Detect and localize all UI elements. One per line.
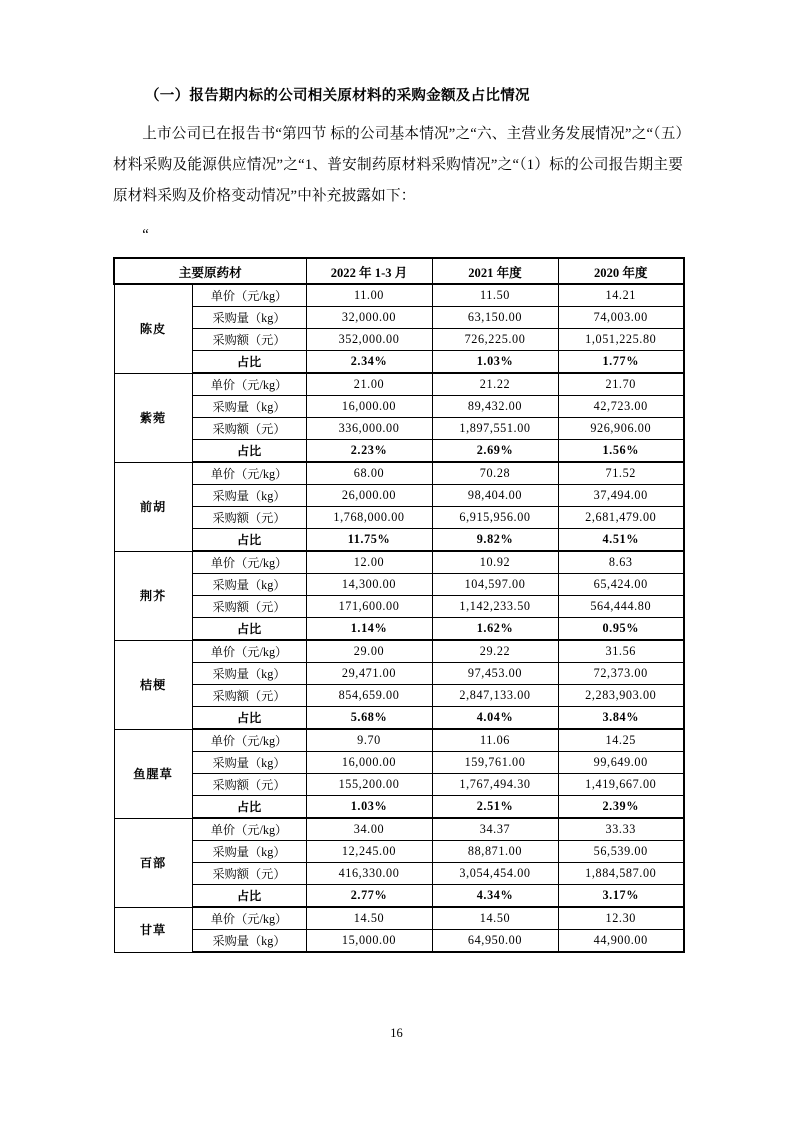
quote-open-mark: “: [142, 227, 149, 243]
cell-value: 37,494.00: [558, 485, 684, 507]
material-name: 陈皮: [114, 284, 192, 373]
metric-label: 采购额（元）: [192, 418, 306, 440]
cell-value: 12,245.00: [306, 841, 432, 863]
cell-value: 16,000.00: [306, 752, 432, 774]
cell-value: 99,649.00: [558, 752, 684, 774]
cell-value: 14.25: [558, 729, 684, 752]
cell-value: 1.03%: [432, 351, 558, 374]
metric-label: 单价（元/kg）: [192, 729, 306, 752]
material-name: 甘草: [114, 907, 192, 952]
cell-value: 2,847,133.00: [432, 685, 558, 707]
cell-value: 74,003.00: [558, 307, 684, 329]
table-row: [114, 529, 684, 552]
cell-value: 21.00: [306, 373, 432, 396]
metric-label: 采购量（kg）: [192, 485, 306, 507]
cell-value: 4.34%: [432, 885, 558, 908]
metric-label: 采购额（元）: [192, 863, 306, 885]
cell-value: 5.68%: [306, 707, 432, 730]
metric-label: 占比: [192, 529, 306, 552]
cell-value: 65,424.00: [558, 574, 684, 596]
cell-value: 1.03%: [306, 796, 432, 819]
cell-value: 14.50: [432, 907, 558, 930]
cell-value: 926,906.00: [558, 418, 684, 440]
metric-label: 占比: [192, 885, 306, 908]
cell-value: 171,600.00: [306, 596, 432, 618]
cell-value: 2.69%: [432, 440, 558, 463]
table-row: [114, 663, 684, 685]
metric-label: 占比: [192, 707, 306, 730]
metric-label: 占比: [192, 618, 306, 641]
metric-label: 占比: [192, 440, 306, 463]
cell-value: 159,761.00: [432, 752, 558, 774]
cell-value: 98,404.00: [432, 485, 558, 507]
cell-value: 854,659.00: [306, 685, 432, 707]
cell-value: 68.00: [306, 462, 432, 485]
cell-value: 1,419,667.00: [558, 774, 684, 796]
metric-label: 单价（元/kg）: [192, 551, 306, 574]
table-row: [114, 307, 684, 329]
cell-value: 29,471.00: [306, 663, 432, 685]
metric-label: 采购量（kg）: [192, 752, 306, 774]
cell-value: 11.50: [432, 284, 558, 307]
metric-label: 采购额（元）: [192, 596, 306, 618]
cell-value: 31.56: [558, 640, 684, 663]
cell-value: 9.82%: [432, 529, 558, 552]
material-name: 桔梗: [114, 640, 192, 729]
material-name: 前胡: [114, 462, 192, 551]
metric-label: 单价（元/kg）: [192, 462, 306, 485]
cell-value: 88,871.00: [432, 841, 558, 863]
metric-label: 单价（元/kg）: [192, 640, 306, 663]
cell-value: 8.63: [558, 551, 684, 574]
cell-value: 1,051,225.80: [558, 329, 684, 351]
cell-value: 2,283,903.00: [558, 685, 684, 707]
cell-value: 26,000.00: [306, 485, 432, 507]
page-content: [113, 84, 683, 953]
cell-value: 1,897,551.00: [432, 418, 558, 440]
cell-value: 15,000.00: [306, 930, 432, 953]
cell-value: 32,000.00: [306, 307, 432, 329]
cell-value: 10.92: [432, 551, 558, 574]
cell-value: 1,142,233.50: [432, 596, 558, 618]
table-header: [114, 258, 684, 284]
cell-value: 104,597.00: [432, 574, 558, 596]
table-row: [114, 329, 684, 351]
metric-label: 单价（元/kg）: [192, 818, 306, 841]
cell-value: 12.00: [306, 551, 432, 574]
cell-value: 21.22: [432, 373, 558, 396]
cell-value: 726,225.00: [432, 329, 558, 351]
metric-label: 单价（元/kg）: [192, 907, 306, 930]
cell-value: 71.52: [558, 462, 684, 485]
cell-value: 42,723.00: [558, 396, 684, 418]
cell-value: 14.21: [558, 284, 684, 307]
raw-material-purchase-table: [113, 257, 685, 953]
metric-label: 采购额（元）: [192, 774, 306, 796]
table-row: [114, 640, 684, 663]
cell-value: 2,681,479.00: [558, 507, 684, 529]
cell-value: 11.75%: [306, 529, 432, 552]
table-row: [114, 551, 684, 574]
cell-value: 34.00: [306, 818, 432, 841]
intro-paragraph: 上市公司已在报告书“第四节 标的公司基本情况”之“六、主营业务发展情况”之“（五）材料采购及能源供应情况”之“1、普安制药原材料采购情况”之“（1）标的公司报告期主要原材料采购及价格变动情况”中补充披露如下：: [113, 126, 683, 204]
cell-value: 12.30: [558, 907, 684, 930]
cell-value: 416,330.00: [306, 863, 432, 885]
table-row: [114, 396, 684, 418]
table-row: [114, 507, 684, 529]
metric-label: 采购量（kg）: [192, 663, 306, 685]
header-material: 主要原药材: [114, 258, 306, 284]
table-header-row: [114, 258, 684, 284]
cell-value: 0.95%: [558, 618, 684, 641]
cell-value: 97,453.00: [432, 663, 558, 685]
header-2022q1: 2022 年 1-3 月: [306, 258, 432, 284]
metric-label: 占比: [192, 351, 306, 374]
metric-label: 采购额（元）: [192, 329, 306, 351]
cell-value: 4.51%: [558, 529, 684, 552]
metric-label: 占比: [192, 796, 306, 819]
cell-value: 56,539.00: [558, 841, 684, 863]
cell-value: 3.17%: [558, 885, 684, 908]
cell-value: 63,150.00: [432, 307, 558, 329]
table-row: [114, 440, 684, 463]
cell-value: 14,300.00: [306, 574, 432, 596]
cell-value: 11.00: [306, 284, 432, 307]
cell-value: 2.34%: [306, 351, 432, 374]
table-row: [114, 818, 684, 841]
cell-value: 6,915,956.00: [432, 507, 558, 529]
cell-value: 16,000.00: [306, 396, 432, 418]
cell-value: 4.04%: [432, 707, 558, 730]
table-row: [114, 841, 684, 863]
page-number: 16: [390, 1026, 403, 1040]
cell-value: 64,950.00: [432, 930, 558, 953]
table-row: [114, 930, 684, 953]
table-row: [114, 574, 684, 596]
cell-value: 1.14%: [306, 618, 432, 641]
metric-label: 单价（元/kg）: [192, 373, 306, 396]
metric-label: 单价（元/kg）: [192, 284, 306, 307]
header-2020: 2020 年度: [558, 258, 684, 284]
cell-value: 89,432.00: [432, 396, 558, 418]
cell-value: 9.70: [306, 729, 432, 752]
page-title: （一）报告期内标的公司相关原材料的采购金额及占比情况: [145, 88, 530, 104]
table-row: [114, 796, 684, 819]
table-row: [114, 351, 684, 374]
cell-value: 1,768,000.00: [306, 507, 432, 529]
table-row: [114, 907, 684, 930]
material-name: 紫菀: [114, 373, 192, 462]
table-row: [114, 752, 684, 774]
table-row: [114, 596, 684, 618]
cell-value: 2.77%: [306, 885, 432, 908]
cell-value: 1.77%: [558, 351, 684, 374]
cell-value: 1,884,587.00: [558, 863, 684, 885]
table-row: [114, 462, 684, 485]
table-row: [114, 885, 684, 908]
metric-label: 采购量（kg）: [192, 574, 306, 596]
cell-value: 155,200.00: [306, 774, 432, 796]
metric-label: 采购量（kg）: [192, 396, 306, 418]
cell-value: 33.33: [558, 818, 684, 841]
cell-value: 29.00: [306, 640, 432, 663]
table-row: [114, 685, 684, 707]
material-name: 百部: [114, 818, 192, 907]
cell-value: 2.39%: [558, 796, 684, 819]
cell-value: 14.50: [306, 907, 432, 930]
cell-value: 34.37: [432, 818, 558, 841]
cell-value: 72,373.00: [558, 663, 684, 685]
table-row: [114, 485, 684, 507]
cell-value: 21.70: [558, 373, 684, 396]
table-row: [114, 618, 684, 641]
metric-label: 采购额（元）: [192, 685, 306, 707]
cell-value: 44,900.00: [558, 930, 684, 953]
table-row: [114, 284, 684, 307]
table-row: [114, 373, 684, 396]
material-name: 荆芥: [114, 551, 192, 640]
table-row: [114, 729, 684, 752]
cell-value: 1.62%: [432, 618, 558, 641]
header-2021: 2021 年度: [432, 258, 558, 284]
table-row: [114, 774, 684, 796]
cell-value: 3.84%: [558, 707, 684, 730]
table-row: [114, 418, 684, 440]
cell-value: 1.56%: [558, 440, 684, 463]
cell-value: 336,000.00: [306, 418, 432, 440]
cell-value: 29.22: [432, 640, 558, 663]
cell-value: 352,000.00: [306, 329, 432, 351]
material-name: 鱼腥草: [114, 729, 192, 818]
cell-value: 2.23%: [306, 440, 432, 463]
table-row: [114, 707, 684, 730]
cell-value: 2.51%: [432, 796, 558, 819]
metric-label: 采购量（kg）: [192, 930, 306, 953]
metric-label: 采购量（kg）: [192, 307, 306, 329]
cell-value: 564,444.80: [558, 596, 684, 618]
metric-label: 采购量（kg）: [192, 841, 306, 863]
cell-value: 70.28: [432, 462, 558, 485]
cell-value: 11.06: [432, 729, 558, 752]
table-body: [114, 284, 684, 952]
table-row: [114, 863, 684, 885]
cell-value: 3,054,454.00: [432, 863, 558, 885]
cell-value: 1,767,494.30: [432, 774, 558, 796]
metric-label: 采购额（元）: [192, 507, 306, 529]
